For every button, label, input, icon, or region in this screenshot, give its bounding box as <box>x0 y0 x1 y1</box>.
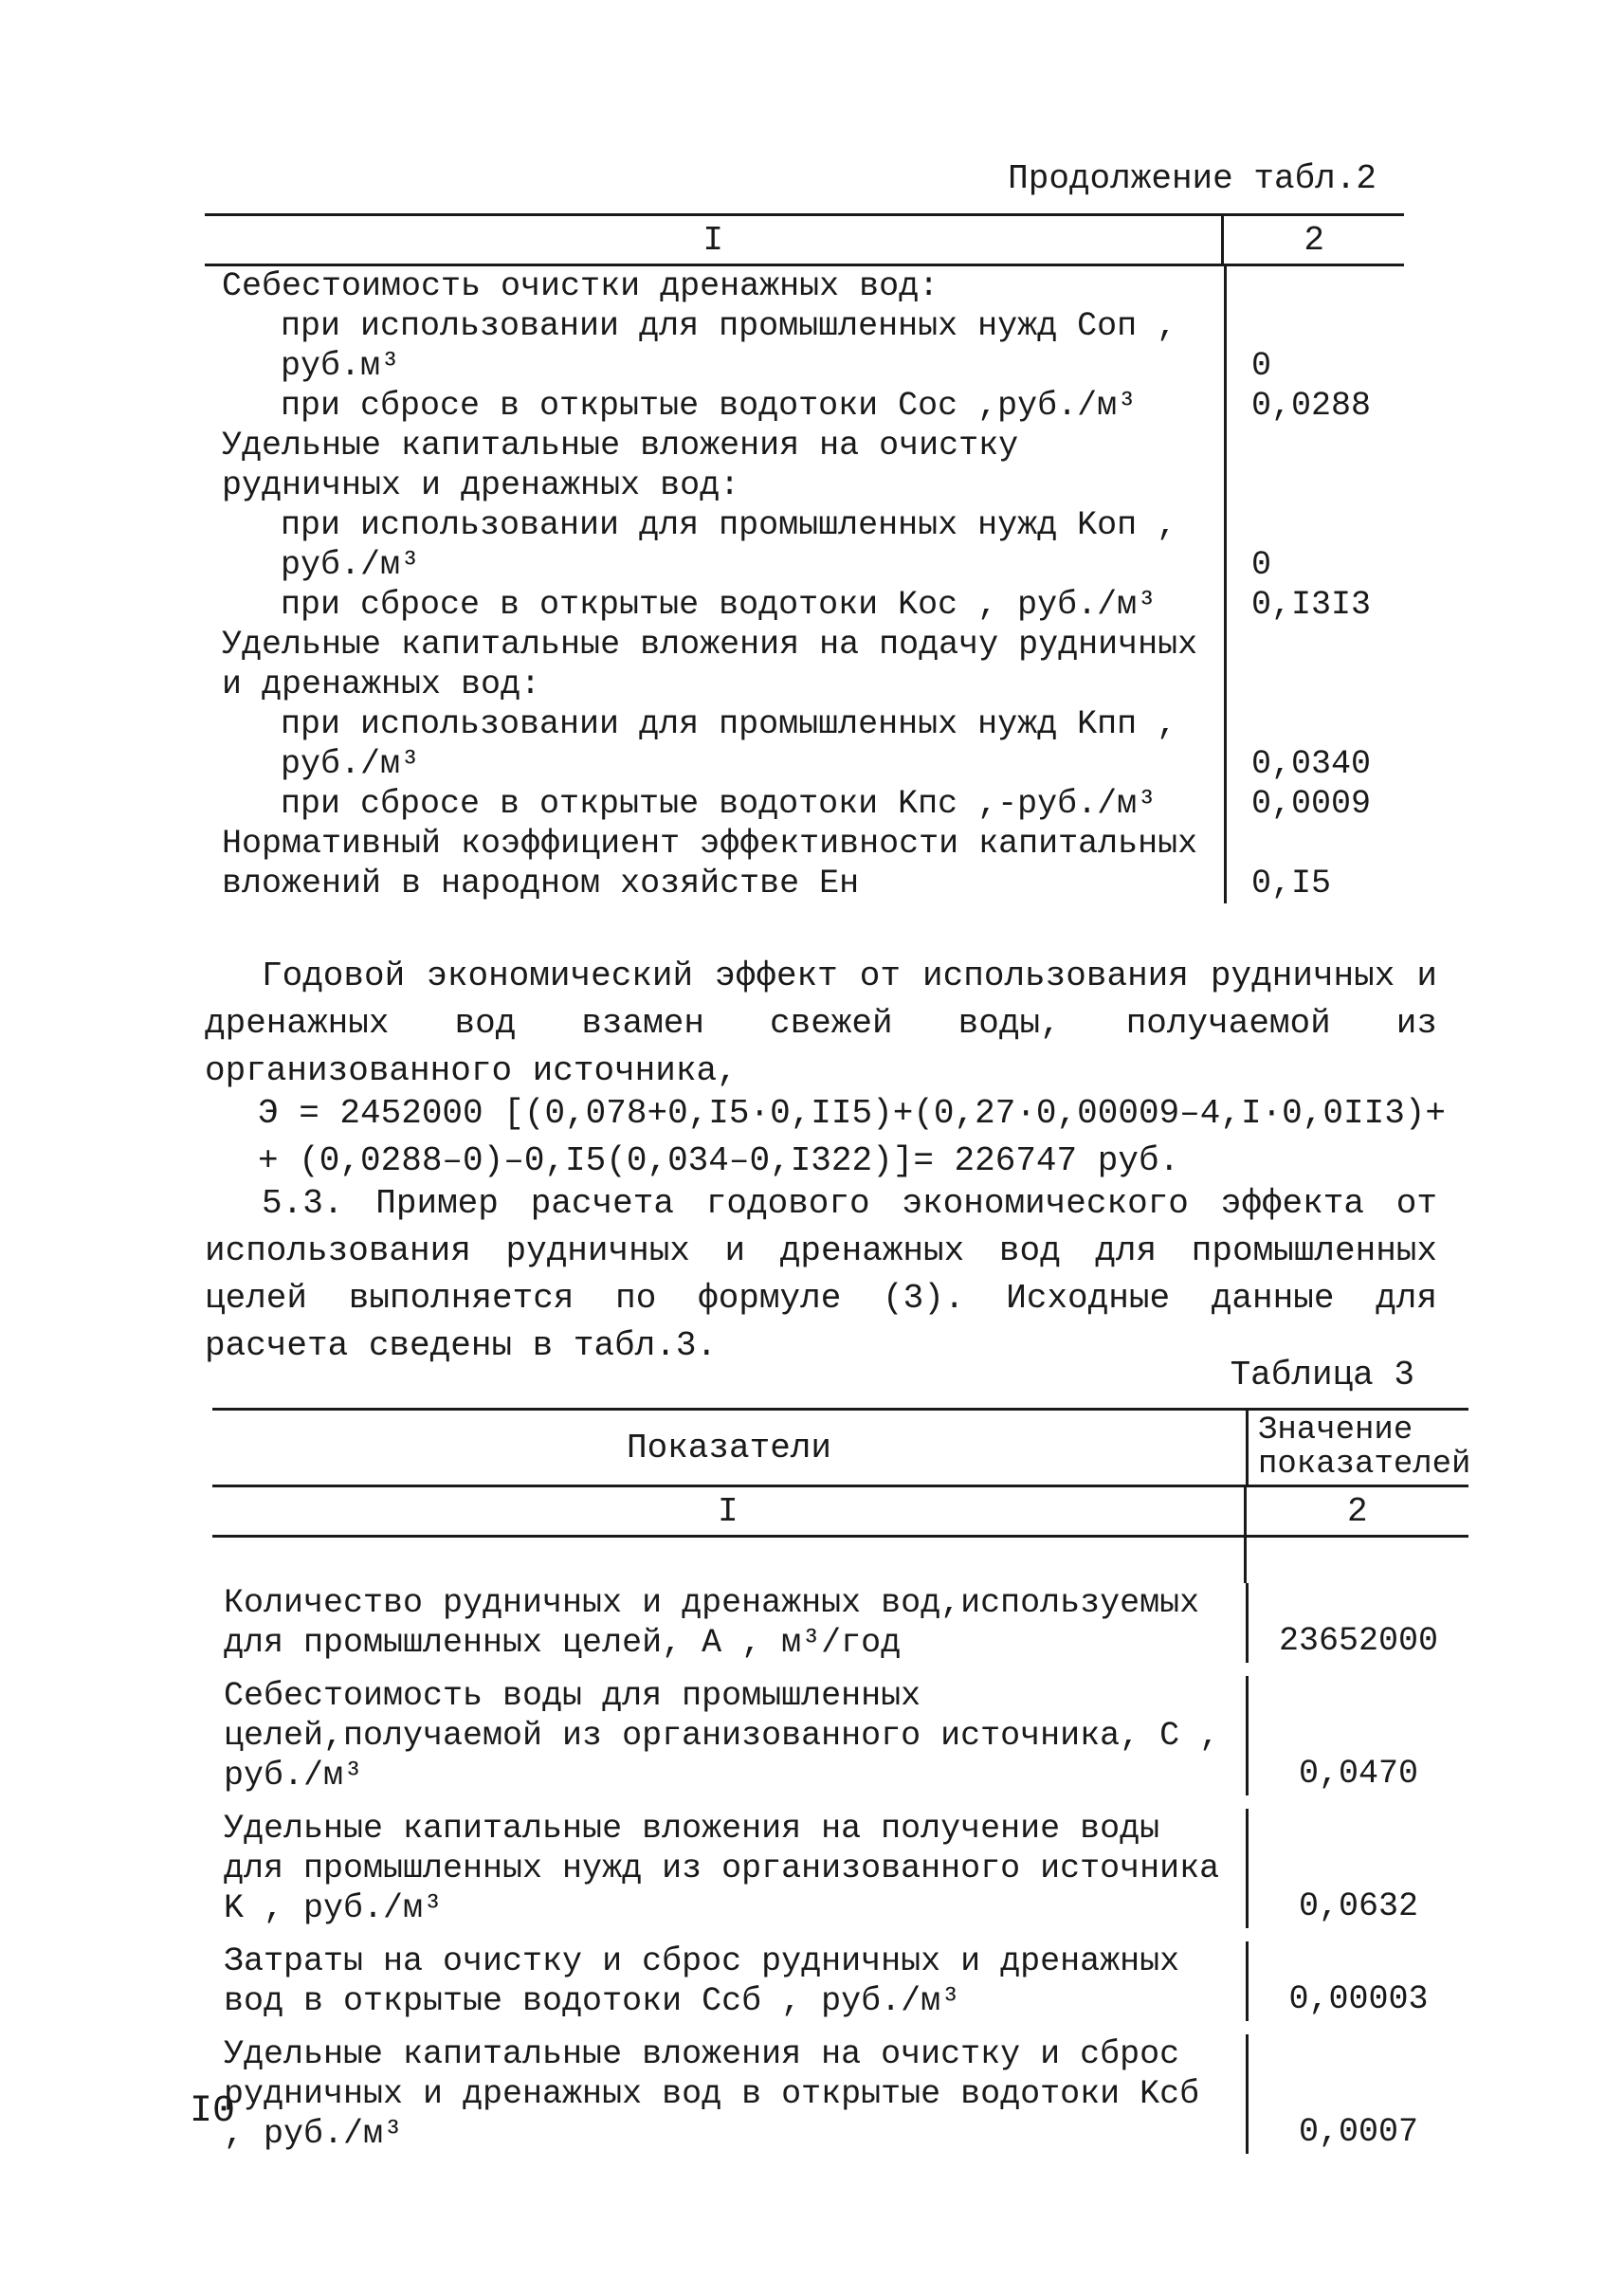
table-row <box>205 625 1404 704</box>
value-text: 0,00003 <box>1288 1980 1429 2018</box>
page-number: I0 <box>190 2090 236 2133</box>
row-value <box>1246 2034 1468 2154</box>
table-row <box>212 1809 1468 1941</box>
table-row <box>205 784 1404 824</box>
row-value <box>1246 1583 1468 1663</box>
column-number-2: 2 <box>1244 1487 1468 1535</box>
row-label: Удельные капитальные вложения на очистку рудничных и дренажных вод: <box>222 427 1019 504</box>
row-value: 0 <box>1224 306 1404 386</box>
row-value: 0,I5 <box>1224 824 1404 903</box>
row-label: при использовании для промышленных нужд Kпп , руб./м³ <box>281 705 1177 783</box>
row-label: при сбросе в открытые водотоки Kос , руб./м³ <box>281 586 1158 624</box>
table3-header <box>212 1408 1471 1487</box>
row-label: Удельные капитальные вложения на очистку и сброс рудничных и дренажных вод в открытые водотоки Kсб , руб./м³ <box>224 2035 1200 2153</box>
table-row <box>205 505 1404 585</box>
formula-line-1: Э = 2452000 [(0,078+0,I5·0,II5)+(0,27·0,00009–4,I·0,0II3)+ <box>258 1094 1447 1133</box>
row-label: Себестоимость очистки дренажных вод: <box>222 267 939 305</box>
table-row <box>205 386 1404 426</box>
table-row <box>205 426 1404 505</box>
paragraph-annual-effect: Годовой экономический эффект от использования рудничных и дренажных вод взамен свежей воды, получаемой из организованного источника, <box>205 957 1437 1090</box>
row-value: 0,0009 <box>1224 784 1404 824</box>
table2-caption: Продолжение табл.2 <box>1008 159 1377 198</box>
table-row <box>205 824 1404 903</box>
row-value: 0,0288 <box>1224 386 1404 426</box>
column-number-1: I <box>717 1491 739 1531</box>
row-label: при сбросе в открытые водотоки Kпс ,-руб./м³ <box>281 785 1158 823</box>
table2-header-col2: 2 <box>1221 216 1404 264</box>
row-label: Удельные капитальные вложения на подачу рудничных и дренажных вод: <box>222 626 1198 703</box>
table-row <box>212 1583 1468 1676</box>
row-value: 0,0340 <box>1224 704 1404 784</box>
table3-column-numbers <box>212 1487 1468 1538</box>
formula-line-2: + (0,0288–0)–0,I5(0,034–0,I322)]= 226747 руб. <box>258 1141 1180 1180</box>
row-label: Себестоимость воды для промышленных целей,получаемой из организованного источника, C , руб./м³ <box>224 1677 1220 1795</box>
table-row <box>212 1676 1468 1809</box>
value-text: 0,0632 <box>1298 1887 1419 1925</box>
row-label: Количество рудничных и дренажных вод,используемых для промышленных целей, A , м³/год <box>224 1584 1200 1662</box>
table2-header-col1: I <box>702 220 724 260</box>
row-value <box>1246 1809 1468 1928</box>
header-col2-line2: показателей <box>1258 1447 1471 1483</box>
row-label: при использовании для промышленных нужд Cоп , руб.м³ <box>281 307 1177 385</box>
table3-caption: Таблица 3 <box>1230 1356 1414 1394</box>
row-label: Удельные капитальные вложения на получение воды для промышленных нужд из организованного источника K , руб./м³ <box>224 1810 1220 1927</box>
formula <box>258 1090 1446 1185</box>
table3-spacer <box>212 1538 1468 1583</box>
value-text: 0,0007 <box>1298 2113 1419 2151</box>
table-row <box>212 1941 1468 2034</box>
table-row <box>205 266 1404 306</box>
row-label: Затраты на очистку и сброс рудничных и дренажных вод в открытые водотоки Cсб , руб./м³ <box>224 1942 1180 2020</box>
table-row <box>205 306 1404 386</box>
value-text: 23652000 <box>1278 1622 1439 1660</box>
row-value <box>1224 426 1404 505</box>
table3 <box>212 1408 1471 2167</box>
row-value: 0,I3I3 <box>1224 585 1404 625</box>
row-value <box>1246 1676 1468 1795</box>
paragraph-example: 5.3. Пример расчета годового экономического эффекта от использования рудничных и дренажных вод для промышленных целей выполняется по формуле (3). Исходные данные для расчета сведены в табл.3. <box>205 1184 1437 1365</box>
row-value <box>1224 266 1404 306</box>
table-row <box>212 2034 1468 2167</box>
row-label: Нормативный коэффициент эффективности капитальных вложений в народном хозяйстве Eн <box>222 825 1198 902</box>
table3-header-col1: Показатели <box>626 1428 832 1467</box>
row-value <box>1224 625 1404 704</box>
row-value <box>1246 1941 1468 2021</box>
row-label: при сбросе в открытые водотоки Cос ,руб./м³ <box>281 387 1138 425</box>
table-row <box>205 704 1404 784</box>
table2 <box>205 213 1404 903</box>
value-text: 0,0470 <box>1298 1755 1419 1793</box>
table2-header <box>205 213 1404 266</box>
table3-header-col2 <box>1246 1411 1471 1485</box>
table-row <box>205 585 1404 625</box>
header-col2-line1: Значение <box>1258 1412 1413 1449</box>
row-label: при использовании для промышленных нужд Kоп , руб./м³ <box>281 506 1177 584</box>
row-value: 0 <box>1224 505 1404 585</box>
